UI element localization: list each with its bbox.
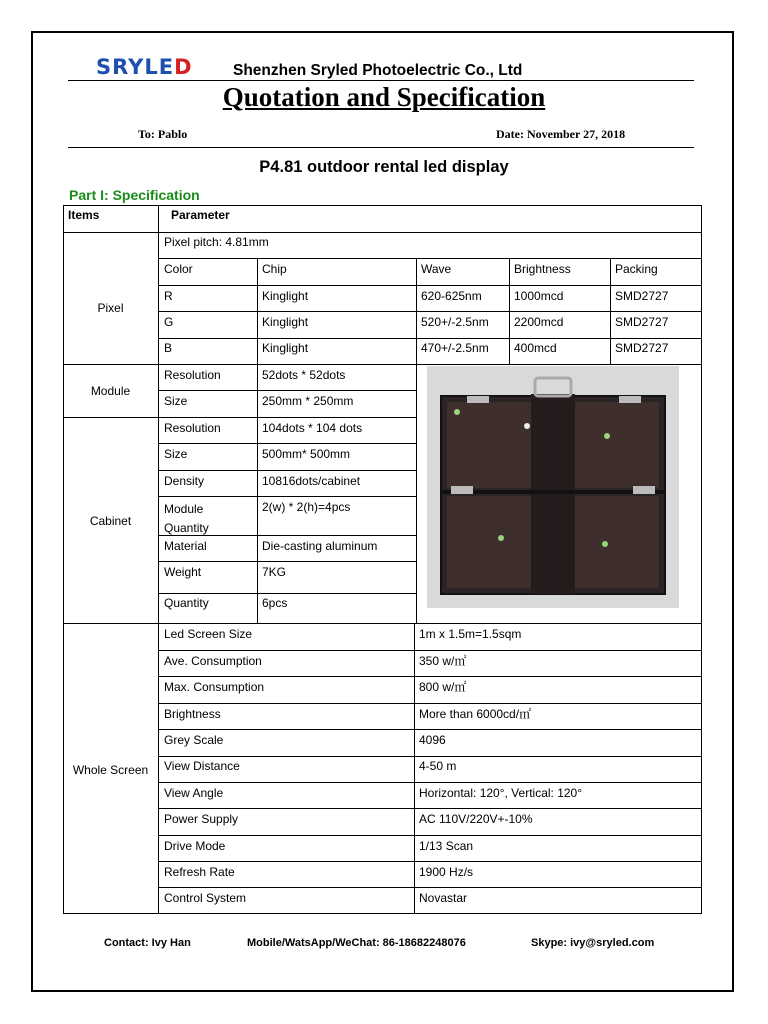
quote-date: Date: November 27, 2018 [496,127,626,141]
document-title: Quotation and Specification [222,82,546,112]
cabinet-key: Resolution [164,421,221,435]
pixel-cell: 470+/-2.5nm [421,341,489,355]
cabinet-value: 104dots * 104 dots [262,421,363,435]
group-label-pixel: Pixel [97,301,124,315]
whole-value: AC 110V/220V+-10% [419,812,533,826]
cabinet-value: 7KG [262,565,287,579]
cabinet-value: 500mm* 500mm [262,447,351,461]
whole-key: Max. Consumption [164,680,265,694]
product-title: P4.81 outdoor rental led display [259,158,509,176]
whole-value: 1m x 1.5m=1.5sqm [419,627,522,641]
cabinet-key: Weight [164,565,202,579]
whole-value: 4096 [419,733,446,747]
whole-key: Grey Scale [164,733,224,747]
whole-value: 350 w/㎡ [419,654,467,668]
pixel-cell: Kinglight [262,315,309,329]
pixel-cell: R [164,289,173,303]
whole-value: Novastar [419,891,468,905]
table-header-parameter: Parameter [171,208,230,222]
pixel-cell: 2200mcd [514,315,564,329]
module-key: Resolution [164,368,221,382]
cabinet-value: 6pcs [262,596,288,610]
company-logo: SRYLED [96,55,193,79]
whole-key: Refresh Rate [164,865,235,879]
pixel-cell: G [164,315,174,329]
footer-contact: Contact: Ivy Han [104,937,191,949]
cabinet-key: Size [164,447,188,461]
col-header: Color [164,262,193,276]
pixel-cell: Kinglight [262,341,309,355]
pixel-cell: Kinglight [262,289,309,303]
whole-key: Power Supply [164,812,239,826]
pixel-cell: 400mcd [514,341,557,355]
pixel-cell: B [164,341,173,355]
whole-value: More than 6000cd/㎡ [419,707,532,721]
whole-key: Brightness [164,707,221,721]
cabinet-photo [427,366,679,608]
pixel-cell: SMD2727 [615,315,669,329]
whole-value: Horizontal: 120°, Vertical: 120° [419,786,583,800]
whole-key: Led Screen Size [164,627,253,641]
whole-key: Drive Mode [164,839,226,853]
recipient: To: Pablo [138,127,188,141]
cabinet-key: Material [164,539,207,553]
pixel-cell: 1000mcd [514,289,564,303]
module-value: 52dots * 52dots [262,368,346,382]
group-label-cabinet: Cabinet [89,514,132,528]
cabinet-key: Module Quantity [164,502,209,535]
whole-key: Ave. Consumption [164,654,262,668]
cabinet-value: 2(w) * 2(h)=4pcs [262,500,351,514]
module-value: 250mm * 250mm [262,394,354,408]
module-key: Size [164,394,188,408]
whole-value: 1/13 Scan [419,839,474,853]
whole-value: 1900 Hz/s [419,865,474,879]
col-header: Wave [421,262,452,276]
pixel-pitch: Pixel pitch: 4.81mm [164,235,269,249]
footer-mobile: Mobile/WatsApp/WeChat: 86-18682248076 [247,937,466,949]
cabinet-key: Quantity [164,596,209,610]
col-header: Brightness [514,262,571,276]
whole-key: View Angle [164,786,224,800]
whole-value: 800 w/㎡ [419,680,467,694]
cabinet-key: Density [164,474,205,488]
col-header: Chip [262,262,287,276]
company-name: Shenzhen Sryled Photoelectric Co., Ltd [233,62,523,79]
group-label-whole-screen: Whole Screen [72,763,149,777]
whole-key: Control System [164,891,247,905]
table-header-items: Items [68,208,100,222]
cabinet-value: Die-casting aluminum [262,539,378,553]
pixel-cell: 620-625nm [421,289,482,303]
section-heading: Part I: Specification [69,187,200,203]
group-label-module: Module [90,384,131,398]
cabinet-value: 10816dots/cabinet [262,474,361,488]
col-header: Packing [615,262,658,276]
pixel-cell: SMD2727 [615,289,669,303]
whole-value: 4-50 m [419,759,457,773]
pixel-cell: SMD2727 [615,341,669,355]
pixel-cell: 520+/-2.5nm [421,315,489,329]
whole-key: View Distance [164,759,240,773]
footer-skype: Skype: ivy@sryled.com [531,937,655,949]
